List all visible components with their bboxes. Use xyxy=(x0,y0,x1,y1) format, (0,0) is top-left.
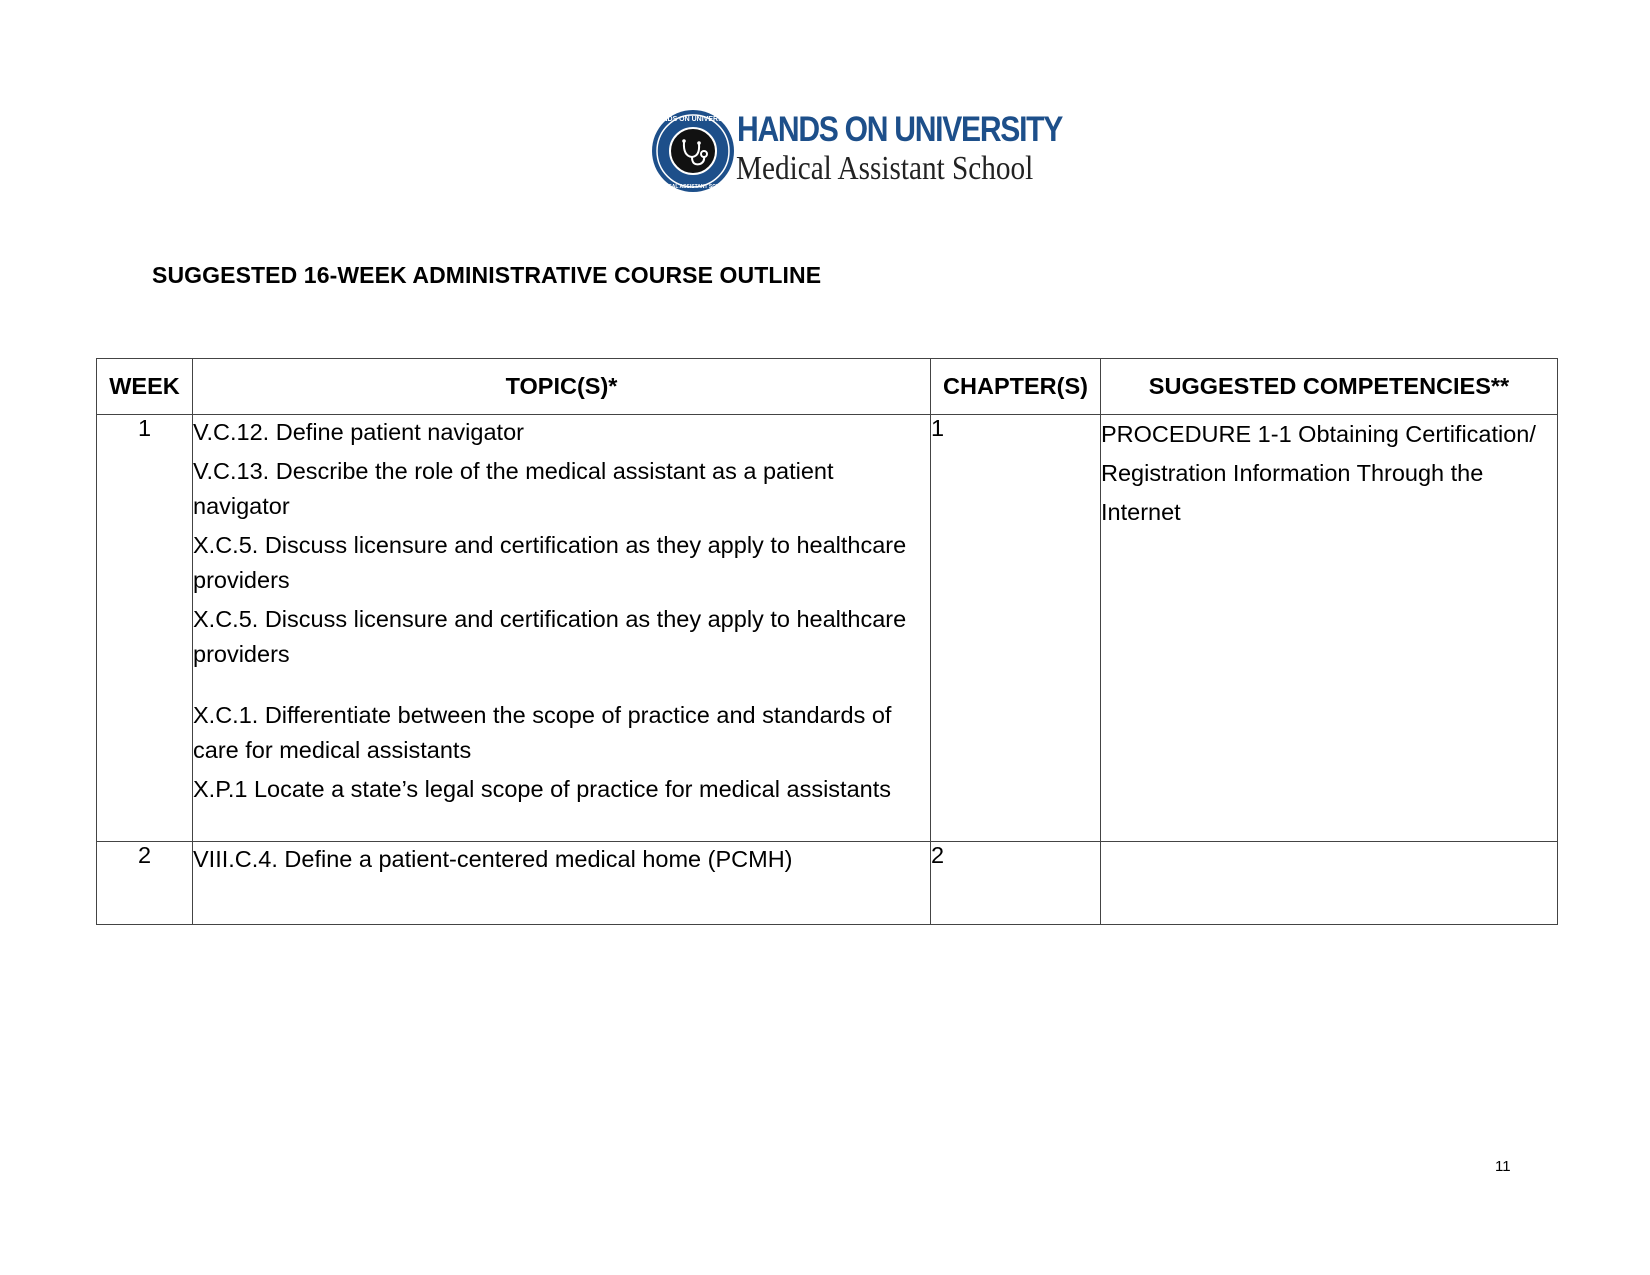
school-logo xyxy=(650,106,1063,196)
svg-text:MEDICAL ASSISTANT SCHOOL: MEDICAL ASSISTANT SCHOOL xyxy=(655,184,731,190)
chapter-cell: 1 xyxy=(931,415,1101,842)
header-topics: TOPIC(S)* xyxy=(193,359,931,415)
course-outline-table xyxy=(96,358,1558,925)
page-number: 11 xyxy=(1495,1158,1511,1175)
logo-school-name: Medical Assistant School xyxy=(736,150,1034,187)
header-week: WEEK xyxy=(97,359,193,415)
table-row xyxy=(97,842,1558,925)
header-competencies: SUGGESTED COMPETENCIES** xyxy=(1101,359,1558,415)
topic-item: V.C.13. Describe the role of the medical assistant as a patient navigator xyxy=(193,458,834,519)
competencies-cell: PROCEDURE 1-1 Obtaining Certification/ Registration Information Through the Internet xyxy=(1101,415,1558,842)
header-chapters: CHAPTER(S) xyxy=(931,359,1101,415)
topics-cell xyxy=(193,415,931,842)
table-row xyxy=(97,415,1558,842)
topics-cell xyxy=(193,842,931,925)
seal-emblem-icon xyxy=(650,106,736,196)
document-title: SUGGESTED 16-WEEK ADMINISTRATIVE COURSE OUTLINE xyxy=(152,262,822,288)
logo-university-name: HANDS ON UNIVERSITY xyxy=(737,110,1063,149)
week-cell: 2 xyxy=(97,842,193,925)
competencies-cell xyxy=(1101,842,1558,925)
topic-item: VIII.C.4. Define a patient-centered medical home (PCMH) xyxy=(193,846,793,872)
topic-item: X.P.1 Locate a state’s legal scope of practice for medical assistants xyxy=(193,776,891,802)
topic-item: V.C.12. Define patient navigator xyxy=(193,419,524,445)
topic-item: X.C.5. Discuss licensure and certification as they apply to healthcare providers xyxy=(193,532,907,593)
topic-item: X.C.1. Differentiate between the scope of practice and standards of care for medical assistants xyxy=(193,702,892,763)
table-header-row xyxy=(97,359,1558,415)
topic-item: X.C.5. Discuss licensure and certification as they apply to healthcare providers xyxy=(193,606,907,667)
svg-text:HANDS ON UNIVERSITY: HANDS ON UNIVERSITY xyxy=(652,116,734,123)
week-cell: 1 xyxy=(97,415,193,842)
chapter-cell: 2 xyxy=(931,842,1101,925)
